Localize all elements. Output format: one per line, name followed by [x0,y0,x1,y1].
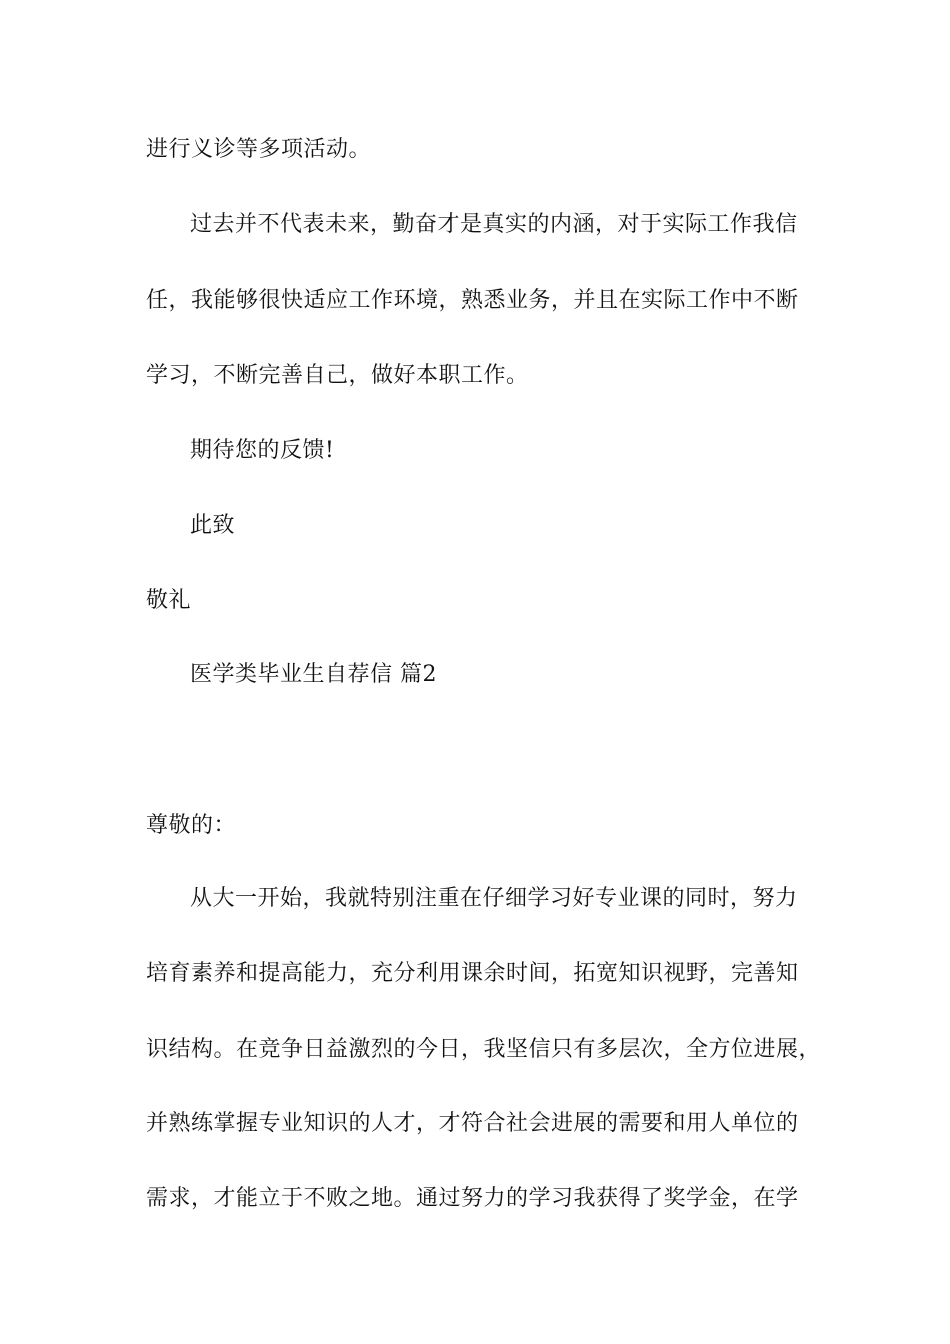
text-line: 识结构。在竞争日益激烈的今日，我坚信只有多层次，全方位进展， [146,1037,822,1062]
text-line: 需求，才能立于不败之地。通过努力的学习我获得了奖学金，在学 [146,1186,799,1211]
text-line: 并熟练掌握专业知识的人才，才符合社会进展的需要和用人单位的 [146,1111,799,1136]
paragraph-line: 过去并不代表未来，勤奋才是真实的内涵，对于实际工作我信 [190,212,798,237]
closing-line: 期待您的反馈! [190,438,335,463]
salutation-line: 敬礼 [146,588,192,613]
greeting-line: 尊敬的： [146,813,237,838]
text-line: 学习，不断完善自己，做好本职工作。 [146,363,529,388]
paragraph-line: 从大一开始，我就特别注重在仔细学习好专业课的同时，努力 [190,886,798,911]
salutation-line: 此致 [190,513,236,538]
section-heading: 医学类毕业生自荐信 篇2 [190,662,437,687]
text-line: 任，我能够很快适应工作环境，熟悉业务，并且在实际工作中不断 [146,288,799,313]
text-line: 培育素养和提高能力，充分利用课余时间，拓宽知识视野，完善知 [146,961,799,986]
text-line: 进行义诊等多项活动。 [146,137,372,162]
